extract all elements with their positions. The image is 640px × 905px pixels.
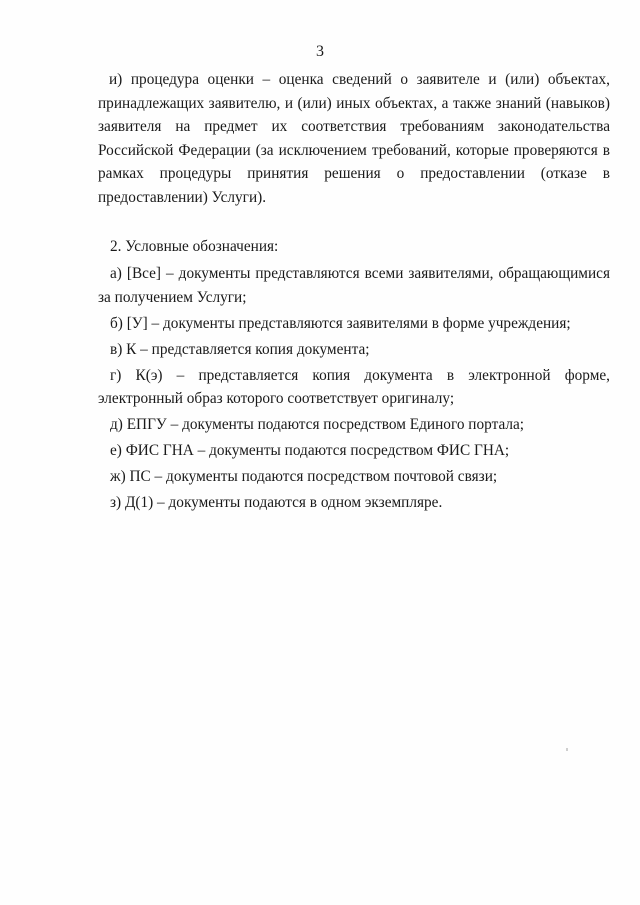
document-body	[98, 68, 610, 515]
page-number: 3	[316, 43, 324, 60]
legend-item-zh: ж) ПС – документы подаются посредством почтовой связи;	[110, 468, 498, 486]
legend-item-d: д) ЕПГУ – документы подаются посредством Единого портала;	[110, 416, 525, 434]
legend-item-v: в) К – представляется копия документа;	[110, 340, 370, 358]
paragraph-item-i: и) процедура оценки – оценка сведений о заявителе и (или) объектах, принадлежащих заявителю, и (или) иных объектах, а также знаний (навыков) заявителя на предмет их соответствия требованиям законодательства Российской Федерации (за исключением требований, которые проверяются в рамках процедуры принятия решения о предоставлении (отказе в предоставлении) Услуги).	[98, 71, 610, 206]
section-2-title: 2. Условные обозначения:	[110, 237, 279, 255]
legend-item-a: а) [Все] – документы представляются всеми заявителями, обращающимися за получением Услуги;	[98, 264, 610, 306]
scan-speck	[566, 748, 568, 751]
legend-list	[98, 262, 610, 515]
legend-item-g: г) К(э) – представляется копия документа в электронной форме, электронный образ которого соответствует оригиналу;	[98, 366, 610, 408]
legend-item-e: е) ФИС ГНА – документы подаются посредством ФИС ГНА;	[110, 442, 510, 460]
legend-item-b: б) [У] – документы представляются заявителями в форме учреждения;	[110, 314, 571, 332]
legend-item-z: з) Д(1) – документы подаются в одном экземпляре.	[110, 494, 443, 512]
